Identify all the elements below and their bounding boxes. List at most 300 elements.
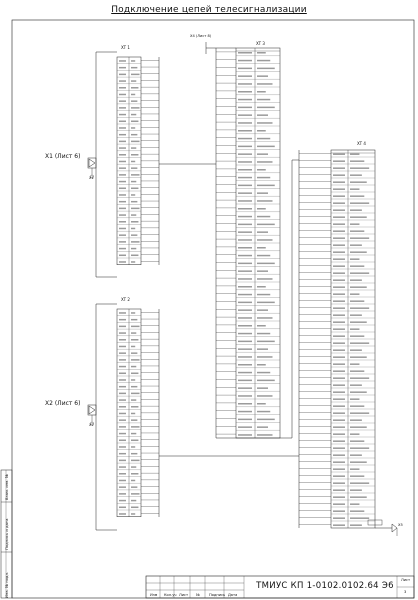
xt4-circuit-glyph [350,307,369,309]
xt4-address-glyph [333,174,345,176]
connector-x5-label: X5 [398,523,403,527]
xt1-circuit-glyph [131,114,136,116]
xt1-circuit-glyph [131,208,140,210]
xt4-address-glyph [333,426,345,428]
xt1-circuit-glyph [131,80,136,82]
xt4-circuit-glyph [350,216,367,218]
block-xt1-title: XT 1 [121,45,130,50]
xt4-circuit-glyph [350,321,367,323]
xt4-circuit-glyph [350,370,364,372]
xt1-address-glyph [119,255,126,256]
xt1-circuit-glyph [131,261,135,263]
sheet-title: Подключение цепей телесигнализации [111,5,307,15]
xt4-circuit-glyph [350,405,364,407]
xt3-circuit-glyph [257,122,273,124]
xt3-address-glyph [238,411,252,413]
xt1-circuit-glyph [131,234,137,236]
xt2-circuit-glyph [131,433,136,435]
xt4-circuit-glyph [350,202,369,204]
xt3-circuit-glyph [257,325,266,327]
xt1-circuit-glyph [131,127,135,129]
xt2-circuit-glyph [131,426,140,428]
xt4-address-glyph [333,167,345,169]
xt3-address-glyph [238,317,252,319]
xt4-address-glyph [333,265,345,267]
xt2-circuit-glyph [131,332,136,334]
xt4-circuit-glyph [350,482,369,484]
xt2-address-glyph [119,433,126,435]
xt4-circuit-glyph [350,412,369,414]
xt4-address-glyph [333,356,345,358]
xt3-circuit-glyph [257,169,266,171]
xt2-circuit-glyph [131,453,137,455]
xt3-address-glyph [238,161,252,163]
connector-x2-symbol [89,406,95,414]
xt2-address-glyph [119,339,126,341]
connector-x1-pin: X1 [89,176,94,180]
xt4-circuit-glyph [350,251,367,253]
xt4-address-glyph [333,377,345,379]
xt2-circuit-glyph [131,480,135,482]
xt3-circuit-glyph [257,200,273,202]
xt3-circuit-glyph [257,403,266,405]
xt2-circuit-glyph [131,460,140,462]
xt3-circuit-glyph [257,364,266,366]
xt4-circuit-glyph [350,342,369,344]
connector-x1-label: X1 (Лист 6) [45,153,81,160]
xt2-circuit-glyph [131,493,140,495]
xt1-circuit-glyph [131,107,140,109]
xt2-address-glyph [119,332,126,334]
xt3-circuit-glyph [257,208,266,210]
xt4-circuit-glyph [350,461,367,463]
xt3-circuit-glyph [257,161,273,163]
xt3-circuit-glyph [257,239,273,241]
xt3-circuit-glyph [257,341,275,343]
xt1-circuit-glyph [131,241,140,243]
xt3-address-glyph [238,200,252,202]
xt1-address-glyph [119,248,126,250]
xt4-circuit-glyph [350,195,364,197]
xt2-address-glyph [119,480,126,482]
xt1-circuit-glyph [131,194,135,196]
xt3-address-glyph [238,247,252,249]
xt3-circuit-glyph [257,99,270,101]
xt4-address-glyph [333,405,345,407]
xt4-circuit-glyph [350,426,367,428]
xt2-address-glyph [119,326,126,328]
xt1-circuit-glyph [131,121,138,123]
xt4-address-glyph [333,272,345,274]
xt3-address-glyph [238,153,252,155]
xt3-address-glyph [238,231,252,233]
xt3-address-glyph [238,91,252,93]
xt2-address-glyph [119,493,126,495]
xt4-address-glyph [333,384,345,386]
xt1-circuit-glyph [131,181,136,183]
xt4-address-glyph [333,181,345,183]
xt4-circuit-glyph [350,300,364,302]
xt3-circuit-glyph [257,68,275,70]
xt1-address-glyph [119,161,126,163]
xt4-address-glyph [333,307,345,309]
xt1-address-glyph [119,100,126,102]
xt2-address-glyph [119,513,126,515]
xt3-address-glyph [238,419,252,421]
xt4-address-glyph [333,398,345,400]
xt4-address-glyph [333,461,345,463]
xt4-address-glyph [333,286,345,288]
xt1-circuit-glyph [131,141,140,143]
xt2-circuit-glyph [131,339,138,341]
xt2-address-glyph [119,440,126,442]
xt1-circuit-glyph [131,188,138,190]
xt2-address-glyph [119,453,126,455]
xt1-circuit-glyph [131,248,136,250]
xt4-address-glyph [333,489,345,491]
xt1-address-glyph [119,234,126,236]
xt4-circuit-glyph [350,503,359,505]
xt4-address-glyph [333,230,345,232]
sheet-number: 3 [404,590,407,594]
connector-x1-symbol [89,159,95,167]
xt1-address-glyph [119,67,126,69]
xt3-circuit-glyph [257,302,275,304]
xt3-circuit-glyph [257,395,273,397]
xt3-circuit-glyph [257,419,275,421]
connector-x2-pin: X2 [89,423,94,427]
xt3-address-glyph [238,372,252,374]
connector-x5-symbol [392,524,397,532]
xt4-circuit-glyph [350,433,359,435]
sheet-number-label: Лист [401,578,411,582]
xt2-circuit-glyph [131,326,140,328]
xt3-circuit-glyph [257,185,275,187]
xt4-address-glyph [333,209,345,211]
xt3-circuit-glyph [257,380,275,382]
xt3-circuit-glyph [257,75,268,77]
xt4-circuit-glyph [350,384,362,386]
xt4-address-glyph [333,468,345,470]
xt1-address-glyph [119,228,126,230]
xt4-circuit-glyph [350,230,364,232]
xt1-address-glyph [119,60,126,62]
xt3-circuit-glyph [257,348,268,350]
xt4-circuit-glyph [350,398,359,400]
xt3-circuit-glyph [257,231,268,233]
xt2-circuit-glyph [131,446,135,448]
xt4-circuit-glyph [350,447,369,449]
xt1-circuit-glyph [131,134,137,136]
xt4-address-glyph [333,335,345,337]
xt3-circuit-glyph [257,52,266,54]
xt2-circuit-glyph [131,366,136,368]
xt1-circuit-glyph [131,147,136,149]
xt4-address-glyph [333,482,345,484]
xt4-circuit-glyph [350,349,362,351]
xt2-address-glyph [119,346,126,348]
block-xt3-title: XT 3 [256,41,265,46]
xt3-address-glyph [238,356,252,358]
xt3-circuit-glyph [257,138,270,140]
xt4-address-glyph [333,202,345,204]
xt1-circuit-glyph [131,161,135,163]
xt3-circuit-glyph [257,60,270,62]
xt3-address-glyph [238,208,252,210]
margin-label-signature: Подпись и дата [4,518,9,550]
margin-label-replace: Взам. инв. № [4,474,9,500]
xt3-circuit-glyph [257,153,268,155]
xt3-circuit-glyph [257,317,273,319]
xt4-circuit-glyph [350,167,369,169]
xt2-circuit-glyph [131,399,136,401]
xt2-circuit-glyph [131,500,136,502]
xt4-address-glyph [333,216,345,218]
xt2-circuit-glyph [131,359,140,361]
xt3-address-glyph [238,216,252,218]
xt4-circuit-glyph [350,272,369,274]
xt4-circuit-glyph [350,153,359,155]
xt4-address-glyph [333,300,345,302]
xt4-address-glyph [333,370,345,372]
xt3-circuit-glyph [257,247,266,249]
xt3-address-glyph [238,75,252,77]
xt2-circuit-glyph [131,440,138,442]
xt1-circuit-glyph [131,154,138,156]
xt3-circuit-glyph [257,114,268,116]
xt4-circuit-glyph [350,293,359,295]
xt2-address-glyph [119,500,126,502]
xt1-circuit-glyph [131,167,137,169]
xt3-circuit-glyph [257,434,273,436]
xt2-bracket [96,304,117,530]
xt4-circuit-glyph [350,188,359,190]
xt3-address-glyph [238,270,252,272]
xt1-circuit-glyph [131,100,137,102]
xt3-address-glyph [238,294,252,296]
xt3-address-glyph [238,146,252,148]
xt2-address-glyph [119,406,126,408]
xt4-circuit-glyph [350,279,362,281]
xt4-circuit-glyph [350,174,362,176]
xt4-circuit-glyph [350,286,367,288]
xt4-address-glyph [333,454,345,456]
xt2-circuit-glyph [131,352,137,354]
title-col-signature: Подпись [209,593,226,597]
xt4-address-glyph [333,363,345,365]
xt1-address-glyph [119,107,126,109]
xt3-address-glyph [238,434,252,436]
xt1-bracket [96,52,117,277]
title-col-number: № [196,593,200,597]
xt1-circuit-glyph [131,74,140,76]
xt4-circuit-glyph [350,496,367,498]
xt1-address-glyph [119,188,126,190]
xt3-circuit-glyph [257,356,273,358]
xt2-circuit-glyph [131,419,137,421]
xt3-circuit-glyph [257,263,275,265]
xt4-address-glyph [333,517,345,519]
xt1-address-glyph [119,80,126,82]
xt4-circuit-glyph [350,237,369,239]
xt3-circuit-glyph [257,146,275,148]
block-xt2-title: XT 2 [121,297,130,302]
xt3-circuit-glyph [257,278,273,280]
xt2-address-glyph [119,379,126,381]
xt1-address-glyph [119,221,126,223]
xt4-address-glyph [333,293,345,295]
xt3-address-glyph [238,169,252,171]
xt4-circuit-glyph [350,524,362,526]
xt4-circuit-glyph [350,356,367,358]
xt2-circuit-glyph [131,486,137,488]
xt1-address-glyph [119,261,126,263]
xt2-address-glyph [119,473,126,475]
xt2-address-glyph [119,319,126,321]
block-xt4-title: XT 4 [357,141,366,146]
xt2-address-glyph [119,413,126,415]
xt4-circuit-glyph [350,489,362,491]
xt1-address-glyph [119,141,126,143]
xt4-address-glyph [333,440,345,442]
xt4-circuit-glyph [350,244,362,246]
xt3-circuit-glyph [257,411,270,413]
xt3-address-glyph [238,333,252,335]
xt4-address-glyph [333,419,345,421]
connector-x4-label: X4 (Лист 8) [190,34,212,38]
xt4-circuit-glyph [350,391,367,393]
xt2-address-glyph [119,366,126,368]
xt4-circuit-glyph [350,517,369,519]
xt1-address-glyph [119,208,126,210]
xt3-address-glyph [238,68,252,70]
xt3-circuit-glyph [257,426,268,428]
xt2-address-glyph [119,399,126,401]
xt4-circuit-glyph [350,419,362,421]
xt4-circuit-glyph [350,454,362,456]
xt3-circuit-glyph [257,309,268,311]
xt1-circuit-glyph [131,255,138,256]
xt4-address-glyph [333,237,345,239]
connector-x2-label: X2 (Лист 6) [45,400,81,407]
xt3-circuit-glyph [257,91,266,93]
xt3-circuit-glyph [257,286,266,288]
xt3-address-glyph [238,403,252,405]
xt3-circuit-glyph [257,83,273,85]
xt4-address-glyph [333,510,345,512]
document-code: ТМИУС КП 1-0102.0102.64 Э6 [256,581,394,591]
xt2-circuit-glyph [131,312,135,314]
xt3-circuit-glyph [257,192,268,194]
xt2-circuit-glyph [131,513,135,515]
xt4-address-glyph [333,524,345,526]
xt4-circuit-glyph [350,223,359,225]
xt4-circuit-glyph [350,440,364,442]
xt3-address-glyph [238,177,252,179]
xt2-circuit-glyph [131,473,138,475]
xt1-circuit-glyph [131,201,137,203]
xt1-address-glyph [119,74,126,76]
xt3-circuit-glyph [257,107,275,109]
xt4-address-glyph [333,433,345,435]
xt3-address-glyph [238,387,252,389]
xt2-address-glyph [119,373,126,375]
xt4-circuit-glyph [350,258,359,260]
xt3-address-glyph [238,309,252,311]
xt3-circuit-glyph [257,387,268,389]
xt3-address-glyph [238,302,252,304]
xt3-address-glyph [238,60,252,62]
xt4-circuit-glyph [350,314,362,316]
xt3-circuit-glyph [257,177,270,179]
xt2-circuit-glyph [131,406,138,408]
xt1-address-glyph [119,147,126,149]
xt4-circuit-glyph [350,209,362,211]
xt2-address-glyph [119,507,126,509]
xt4-circuit-glyph [350,265,364,267]
xt2-address-glyph [119,486,126,488]
xt1-address-glyph [119,181,126,183]
xt3-address-glyph [238,52,252,54]
xt4-address-glyph [333,188,345,190]
xt1-address-glyph [119,241,126,243]
xt4-circuit-glyph [350,181,367,183]
title-col-sheet: Лист [179,593,189,597]
xt4-address-glyph [333,475,345,477]
xt2-circuit-glyph [131,319,137,321]
xt3-circuit-glyph [257,270,268,272]
xt3-address-glyph [238,114,252,116]
xt4-address-glyph [333,279,345,281]
xt3-circuit-glyph [257,216,270,218]
xt3-address-glyph [238,185,252,187]
xt3-circuit-glyph [257,294,270,296]
xt4-address-glyph [333,349,345,351]
xt1-circuit-glyph [131,60,135,62]
xt3-address-glyph [238,380,252,382]
xt4-address-glyph [333,160,345,162]
xt2-circuit-glyph [131,386,137,388]
xt1-circuit-glyph [131,174,140,176]
xt4-address-glyph [333,391,345,393]
xt4-address-glyph [333,153,345,155]
xt1-circuit-glyph [131,228,135,230]
xt2-circuit-glyph [131,379,135,381]
title-col-count: Кол.уч [164,593,177,597]
xt1-address-glyph [119,94,126,96]
xt2-circuit-glyph [131,507,138,509]
xt2-circuit-glyph [131,466,136,468]
xt4-address-glyph [333,328,345,330]
xt2-circuit-glyph [131,393,140,395]
xt1-address-glyph [119,174,126,176]
xt1-address-glyph [119,154,126,156]
xt4-address-glyph [333,412,345,414]
xt2-address-glyph [119,460,126,462]
xt1-address-glyph [119,214,126,216]
xt2-address-glyph [119,446,126,448]
xt1-address-glyph [119,87,126,89]
xt3-address-glyph [238,224,252,226]
xt4-circuit-glyph [350,475,364,477]
xt3-address-glyph [238,278,252,280]
xt2-circuit-glyph [131,373,138,375]
xt3-address-glyph [238,192,252,194]
xt4-address-glyph [333,195,345,197]
xt4-address-glyph [333,244,345,246]
xt2-circuit-glyph [131,413,135,415]
xt3-address-glyph [238,138,252,140]
